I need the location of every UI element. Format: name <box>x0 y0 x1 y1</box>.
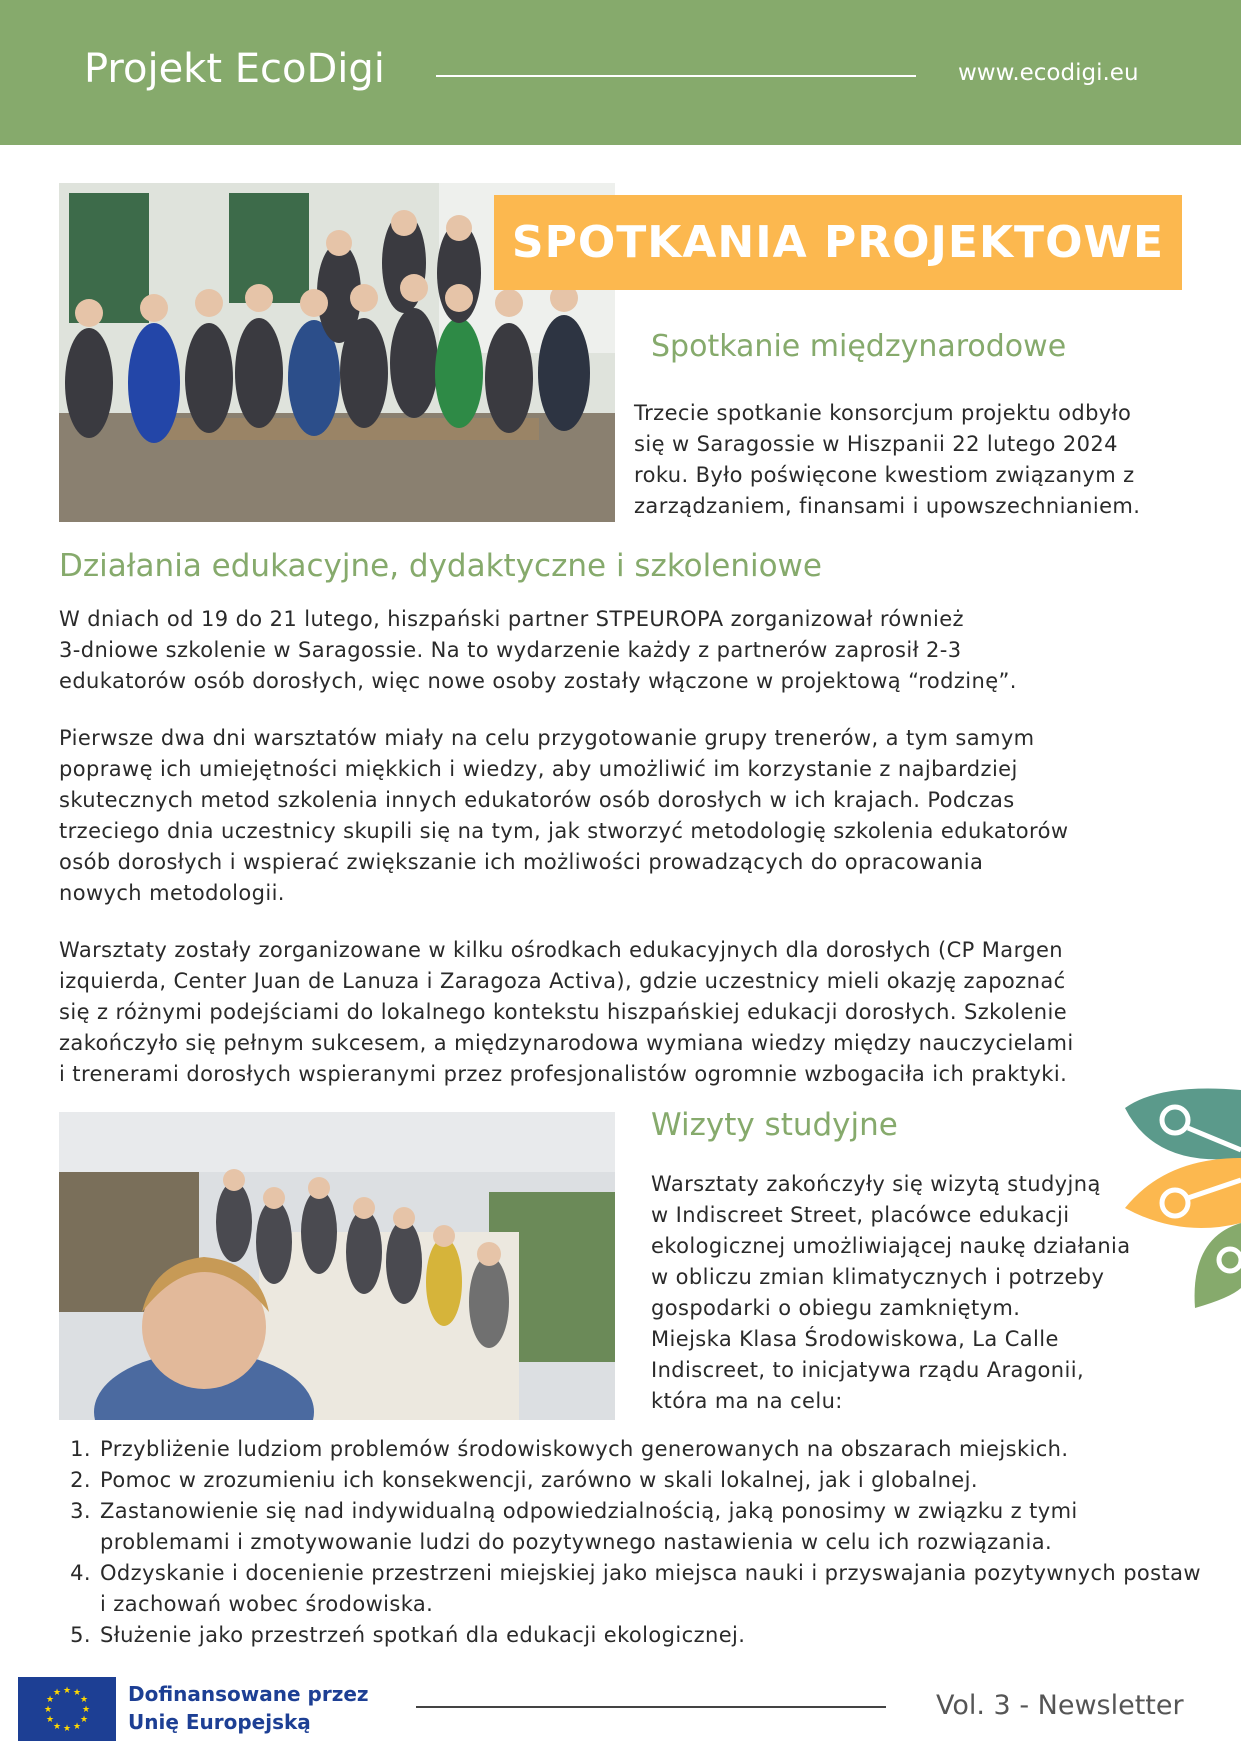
footer-divider <box>416 1706 886 1708</box>
text-line: 3-dniowe szkolenie w Saragossie. Na to wydarzenie każdy z partnerów zaprosił 2-3 <box>59 638 962 662</box>
text-line: nowych metodologii. <box>59 881 285 905</box>
decorative-leaves <box>1120 1088 1241 1308</box>
text-line: Trzecie spotkanie konsorcjum projektu odbyło <box>634 401 1132 425</box>
eu-flag-icon <box>18 1677 116 1741</box>
text-line: trzeciego dnia uczestnicy skupili się na tym, jak stworzyć metodologię szkolenia edukatorów <box>59 819 1069 843</box>
text-line: izquierda, Center Juan de Lanuza i Zaragoza Activa), gdzie uczestnicy mieli okazję zapoznać <box>59 969 1066 993</box>
text-line: roku. Było poświęcone kwestiom związanym z <box>634 463 1135 487</box>
visits-text <box>651 1169 1131 1417</box>
list-item: 4. Odzyskanie i docenienie przestrzeni miejskiej jako miejsca nauki i przyswajania pozytywnych postaw i zachowań wobec środowiska. <box>98 1558 1208 1620</box>
text-line: która ma na celu: <box>651 1389 843 1413</box>
project-title: Projekt EcoDigi <box>84 46 385 92</box>
volume-label: Vol. 3 - Newsletter <box>936 1690 1184 1721</box>
list-item: 3. Zastanowienie się nad indywidualną odpowiedzialnością, jaką ponosimy w związku z tymi problemami i zmotywowanie ludzi do pozytywnego nastawienia w celu ich rozwiązania. <box>98 1496 1208 1558</box>
text-line: osób dorosłych i wspierać zwiększanie ich możliwości prowadzących do opracowania <box>59 850 984 874</box>
text-line: ekologicznej umożliwiającej naukę działania <box>651 1234 1131 1258</box>
header-divider <box>436 75 916 77</box>
page-header <box>0 0 1241 145</box>
text-line: się z różnymi podejściami do lokalnego kontekstu hiszpańskiej edukacji dorosłych. Szkolenie <box>59 1000 1068 1024</box>
study-visit-photo <box>59 1112 615 1420</box>
svg-text:★: ★ <box>72 1722 82 1732</box>
svg-text:★: ★ <box>52 1722 62 1732</box>
list-item: 1. Przybliżenie ludziom problemów środowiskowych generowanych na obszarach miejskich. <box>98 1434 1208 1465</box>
svg-text:★: ★ <box>43 1705 53 1715</box>
visits-heading: Wizyty studyjne <box>651 1107 898 1143</box>
text-line: edukatorów osób dorosłych, więc nowe osoby zostały włączone w projektową “rodzinę”. <box>59 669 1017 693</box>
text-line: Miejska Klasa Środowiskowa, La Calle <box>651 1327 1059 1351</box>
text-line: gospodarki o obiegu zamkniętym. <box>651 1296 1021 1320</box>
svg-text:★: ★ <box>62 1724 72 1734</box>
education-paragraph-3 <box>59 935 1074 1090</box>
svg-text:★: ★ <box>79 1695 89 1705</box>
website-url[interactable]: www.ecodigi.eu <box>958 60 1139 86</box>
svg-text:★: ★ <box>52 1688 62 1698</box>
text-line: zarządzaniem, finansami i upowszechnianiem. <box>634 494 1141 518</box>
meeting-text <box>634 398 1140 522</box>
text-line: skutecznych metod szkolenia innych edukatorów osób dorosłych w ich krajach. Podczas <box>59 788 1015 812</box>
svg-text:★: ★ <box>45 1715 55 1725</box>
education-heading: Działania edukacyjne, dydaktyczne i szkoleniowe <box>59 548 822 584</box>
text-line: Warsztaty zakończyły się wizytą studyjną <box>651 1172 1101 1196</box>
eu-funding-text <box>128 1680 369 1736</box>
goals-list <box>70 1434 1208 1651</box>
list-item: 2. Pomoc w zrozumieniu ich konsekwencji, zarówno w skali lokalnej, jak i globalnej. <box>98 1465 1208 1496</box>
text-line: poprawę ich umiejętności miękkich i wiedzy, aby umożliwić im korzystanie z najbardziej <box>59 757 1018 781</box>
svg-text:★: ★ <box>62 1686 72 1696</box>
text-line: Indiscreet, to inicjatywa rządu Aragonii, <box>651 1358 1085 1382</box>
text-line: W dniach od 19 do 21 lutego, hiszpański partner STPEUROPA zorganizował również <box>59 607 964 631</box>
svg-text:★: ★ <box>72 1688 82 1698</box>
text-line: się w Saragossie w Hiszpanii 22 lutego 2024 <box>634 432 1118 456</box>
svg-text:★: ★ <box>45 1695 55 1705</box>
section-banner: SPOTKANIA PROJEKTOWE <box>494 195 1182 290</box>
text-line: i trenerami dorosłych wspieranymi przez profesjonalistów ogromnie wzbogaciła ich praktyki. <box>59 1062 1068 1086</box>
education-paragraph-1 <box>59 604 1017 697</box>
list-item: 5. Służenie jako przestrzeń spotkań dla edukacji ekologicznej. <box>98 1620 1208 1651</box>
text-line: Dofinansowane przez <box>128 1682 369 1706</box>
meeting-heading: Spotkanie międzynarodowe <box>651 329 1067 364</box>
text-line: Pierwsze dwa dni warsztatów miały na celu przygotowanie grupy trenerów, a tym samym <box>59 726 1035 750</box>
text-line: w Indiscreet Street, placówce edukacji <box>651 1203 1070 1227</box>
svg-text:★: ★ <box>79 1715 89 1725</box>
education-paragraph-2 <box>59 723 1068 909</box>
text-line: w obliczu zmian klimatycznych i potrzeby <box>651 1265 1105 1289</box>
svg-text:★: ★ <box>81 1705 91 1715</box>
text-line: zakończyło się pełnym sukcesem, a międzynarodowa wymiana wiedzy między nauczycielami <box>59 1031 1074 1055</box>
text-line: Warsztaty zostały zorganizowane w kilku ośrodkach edukacyjnych dla dorosłych (CP Margen <box>59 938 1063 962</box>
text-line: Unię Europejską <box>128 1710 311 1734</box>
